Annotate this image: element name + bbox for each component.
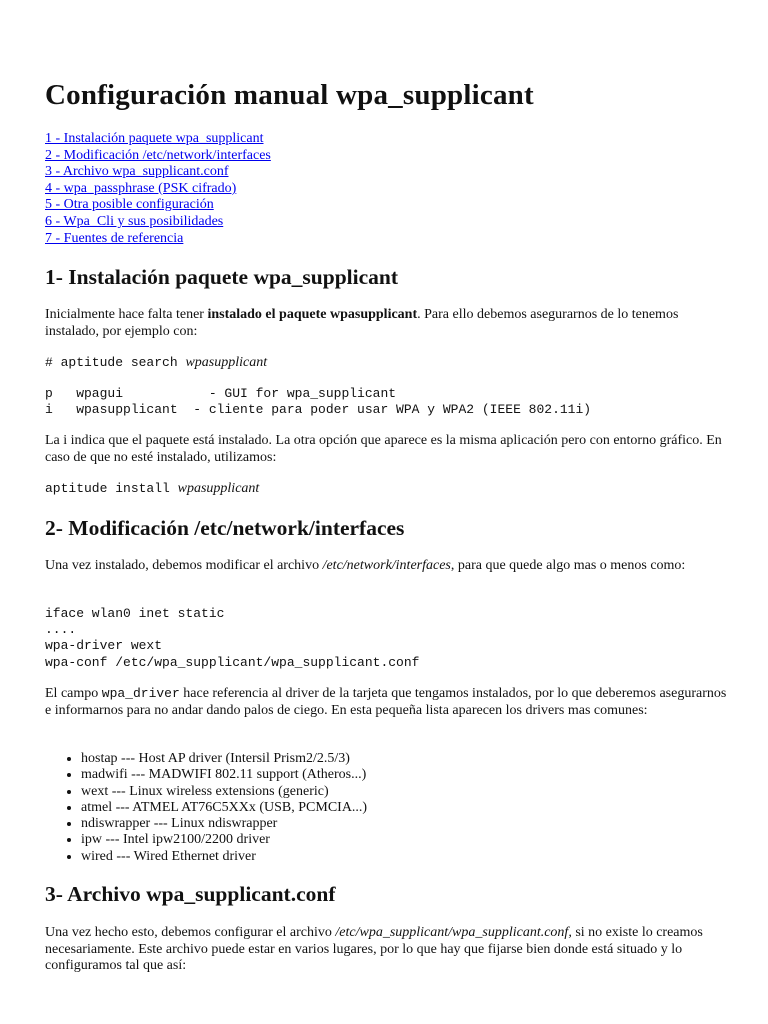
command-argument: wpasupplicant [185,355,268,370]
interfaces-config-code [45,606,735,671]
package-listing [45,386,735,418]
listing-line: p wpagui - GUI for wpa_supplicant [45,386,397,401]
toc-link-3[interactable]: 3 - Archivo wpa_supplicant.conf [45,164,229,180]
inline-code: wpa_driver [101,686,180,701]
driver-list [45,751,768,865]
list-item: • wired --- Wired Ethernet driver [81,849,768,865]
text: . Para ello debemos asegurarnos de lo tenemos instalado, por ejemplo con: [45,307,679,339]
text: Una vez hecho esto, debemos configurar el archivo [45,925,336,940]
toc-link-2[interactable]: 2 - Modificación /etc/network/interfaces [45,147,271,163]
list-item: • ipw --- Intel ipw2100/2200 driver [81,832,768,848]
page-title: Configuración manual wpa_supplicant [45,79,534,111]
toc-link-7[interactable]: 7 - Fuentes de referencia [45,230,184,246]
list-item: • madwifi --- MADWIFI 802.11 support (Atheros...) [81,767,768,783]
text: Inicialmente hace falta tener [45,307,208,322]
install-command [45,481,735,498]
section-2-intro [45,558,735,575]
code-line: iface wlan0 inet static [45,606,225,621]
listing-line: i wpasupplicant - cliente para poder usar WPA y WPA2 (IEEE 802.11i) [45,402,592,418]
section-3-intro [45,925,735,975]
list-item: • hostap --- Host AP driver (Intersil Prism2/2.5/3) [81,751,768,767]
command-argument: wpasupplicant [177,481,260,496]
command-text: aptitude install [45,481,178,496]
text: , para que quede algo mas o menos como: [450,558,686,573]
bold-text: instalado el paquete wpasupplicant [207,307,418,322]
section-2-heading: 2- Modificación /etc/network/interfaces [45,516,405,540]
toc-link-1[interactable]: 1 - Instalación paquete wpa_supplicant [45,131,264,146]
text: si no existe lo creamos necesariamente. Este archivo puede estar en varios lugares, por lo que hay que fijarse bien donde está situado y lo configuramos tal que así: [45,925,703,973]
section-1-heading: 1- Instalación paquete wpa_supplicant [45,265,399,289]
file-path: /etc/wpa_supplicant/wpa_supplicant.conf, [335,925,572,940]
list-item: • ndiswrapper --- Linux ndiswrapper [81,816,768,832]
section-1-intro [45,307,735,340]
table-of-contents [45,131,735,247]
list-item: • wext --- Linux wireless extensions (generic) [81,784,768,800]
toc-link-4[interactable]: 4 - wpa_passphrase (PSK cifrado) [45,180,237,196]
code-line: wpa-conf /etc/wpa_supplicant/wpa_supplicant.conf [45,654,420,670]
section-3-heading: 3- Archivo wpa_supplicant.conf [45,882,336,906]
toc-link-5[interactable]: 5 - Otra posible configuración [45,197,214,213]
file-path: /etc/network/interfaces [322,558,451,573]
command-text: # aptitude search [45,355,186,370]
text: Una vez instalado, debemos modificar el archivo [45,558,323,573]
text: hace referencia al driver de la tarjeta que tengamos instalados, por lo que deberemos asegurarnos e informarnos para no andar dando palos de ciego. En esta pequeña lista aparecen los drivers mas comunes: [45,686,727,718]
toc-link-6[interactable]: 6 - Wpa_Cli y sus posibilidades [45,213,224,229]
code-line: .... [45,622,77,638]
search-command [45,355,735,372]
code-line: wpa-driver wext [45,638,163,654]
text: El campo [45,686,102,701]
section-2-explanation [45,686,735,719]
section-1-explanation: La i indica que el paquete está instalado. La otra opción que aparece es la misma aplicación pero con entorno gráfico. En caso de que no esté instalado, utilizamos: [45,433,722,465]
list-item: • atmel --- ATMEL AT76C5XXx (USB, PCMCIA...) [81,800,768,816]
